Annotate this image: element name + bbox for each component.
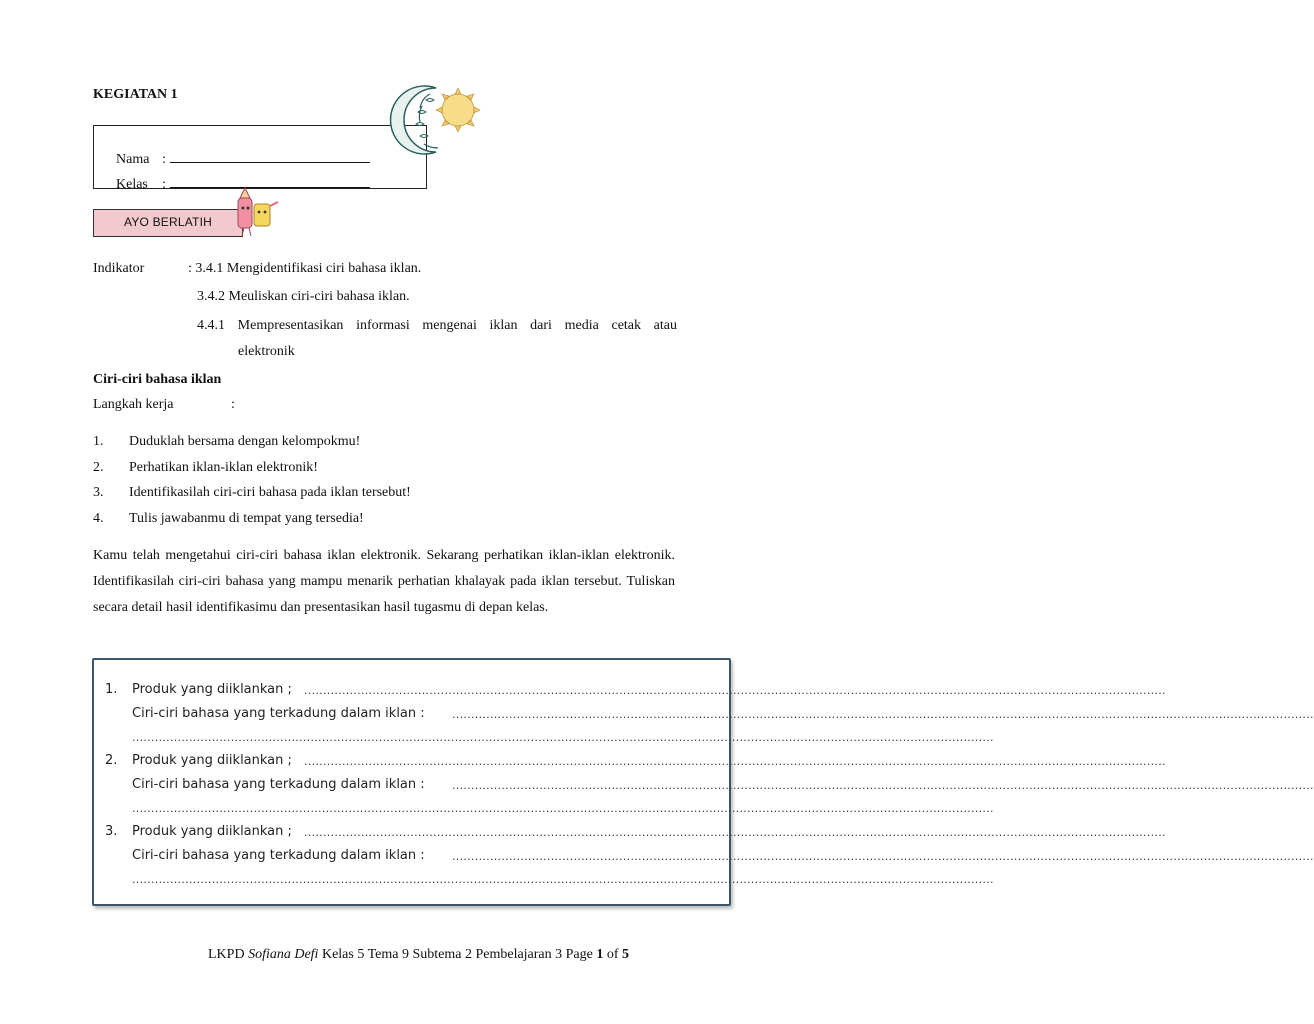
step-text: Duduklah bersama dengan kelompokmu! <box>129 434 361 449</box>
nama-label: Nama <box>116 152 150 167</box>
answer-number: 2. <box>105 753 118 768</box>
langkah-label: Langkah kerja <box>93 397 174 412</box>
ciri-answer-line[interactable]: ................................................................................................................................................................................................................................... <box>452 850 1314 863</box>
indikator-item-3-cont: elektronik <box>238 344 295 359</box>
step-text: Identifikasilah ciri-ciri bahasa pada iklan tersebut! <box>129 485 411 500</box>
ciri-answer-line-extra[interactable]: ................................................................................................................................................................................................................................... <box>132 731 994 744</box>
produk-answer-line[interactable]: ................................................................................................................................................................................................................................... <box>304 684 1166 697</box>
sun-icon <box>436 88 480 132</box>
identity-box <box>93 125 427 192</box>
step-number: 3. <box>93 485 104 500</box>
answer-box <box>92 658 1314 906</box>
pencil-mascot-icon <box>238 188 278 236</box>
step-number: 4. <box>93 511 104 526</box>
nama-colon: : <box>162 152 166 167</box>
indikator-item-2: 3.4.2 Meuliskan ciri-ciri bahasa iklan. <box>197 289 410 304</box>
moon-sun-illustration <box>400 78 492 158</box>
ayo-berlatih-badge: AYO BERLATIH <box>93 209 243 237</box>
produk-label: Produk yang diiklankan ; <box>132 824 292 839</box>
footer-middle: Kelas 5 Tema 9 Subtema 2 Pembelajaran 3 Page <box>318 947 597 962</box>
ciri-answer-line-extra[interactable]: ................................................................................................................................................................................................................................... <box>132 802 994 815</box>
indikator-label: Indikator <box>93 261 145 276</box>
kelas-colon: : <box>162 177 166 192</box>
ciri-label: Ciri-ciri bahasa yang terkadung dalam iklan : <box>132 777 425 792</box>
ciri-answer-line[interactable]: ................................................................................................................................................................................................................................... <box>452 708 1314 721</box>
footer-author: Sofiana Defi <box>248 947 319 962</box>
activity-title: KEGIATAN 1 <box>93 87 178 102</box>
langkah-colon: : <box>231 397 235 412</box>
produk-label: Produk yang diiklankan ; <box>132 682 292 697</box>
step-number: 2. <box>93 460 104 475</box>
footer-of: of <box>603 947 623 962</box>
indikator-item-1: : 3.4.1 Mengidentifikasi ciri bahasa iklan. <box>188 261 422 276</box>
indikator-item-3: 4.4.1 Mempresentasikan informasi mengenai iklan dari media cetak atau <box>197 318 677 333</box>
instruction-paragraph: Kamu telah mengetahui ciri-ciri bahasa iklan elektronik. Sekarang perhatikan iklan-iklan elektronik. Identifikasilah ciri-ciri bahasa yang mampu menarik perhatian khalayak pada iklan tersebut. Tuliskan secara detail hasil identifikasimu dan presentasikan hasil tugasmu di depan kelas. <box>93 548 675 615</box>
produk-label: Produk yang diiklankan ; <box>132 753 292 768</box>
page-footer <box>208 947 629 963</box>
footer-page: 1 <box>596 947 604 962</box>
ciri-label: Ciri-ciri bahasa yang terkadung dalam iklan : <box>132 848 425 863</box>
pencil-mascot-illustration <box>230 184 280 238</box>
kelas-label: Kelas <box>116 177 148 192</box>
ciri-answer-line[interactable]: ................................................................................................................................................................................................................................... <box>452 779 1314 792</box>
ciri-answer-line-extra[interactable]: ................................................................................................................................................................................................................................... <box>132 873 994 886</box>
step-text: Perhatikan iklan-iklan elektronik! <box>129 460 318 475</box>
ciri-label: Ciri-ciri bahasa yang terkadung dalam iklan : <box>132 706 425 721</box>
produk-answer-line[interactable]: ................................................................................................................................................................................................................................... <box>304 755 1166 768</box>
answer-number: 3. <box>105 824 118 839</box>
answer-number: 1. <box>105 682 118 697</box>
produk-answer-line[interactable]: ................................................................................................................................................................................................................................... <box>304 826 1166 839</box>
footer-total: 5 <box>622 947 630 962</box>
step-number: 1. <box>93 434 104 449</box>
section-title: Ciri-ciri bahasa iklan <box>93 372 222 387</box>
step-text: Tulis jawabanmu di tempat yang tersedia! <box>129 511 364 526</box>
footer-prefix: LKPD <box>208 947 249 962</box>
